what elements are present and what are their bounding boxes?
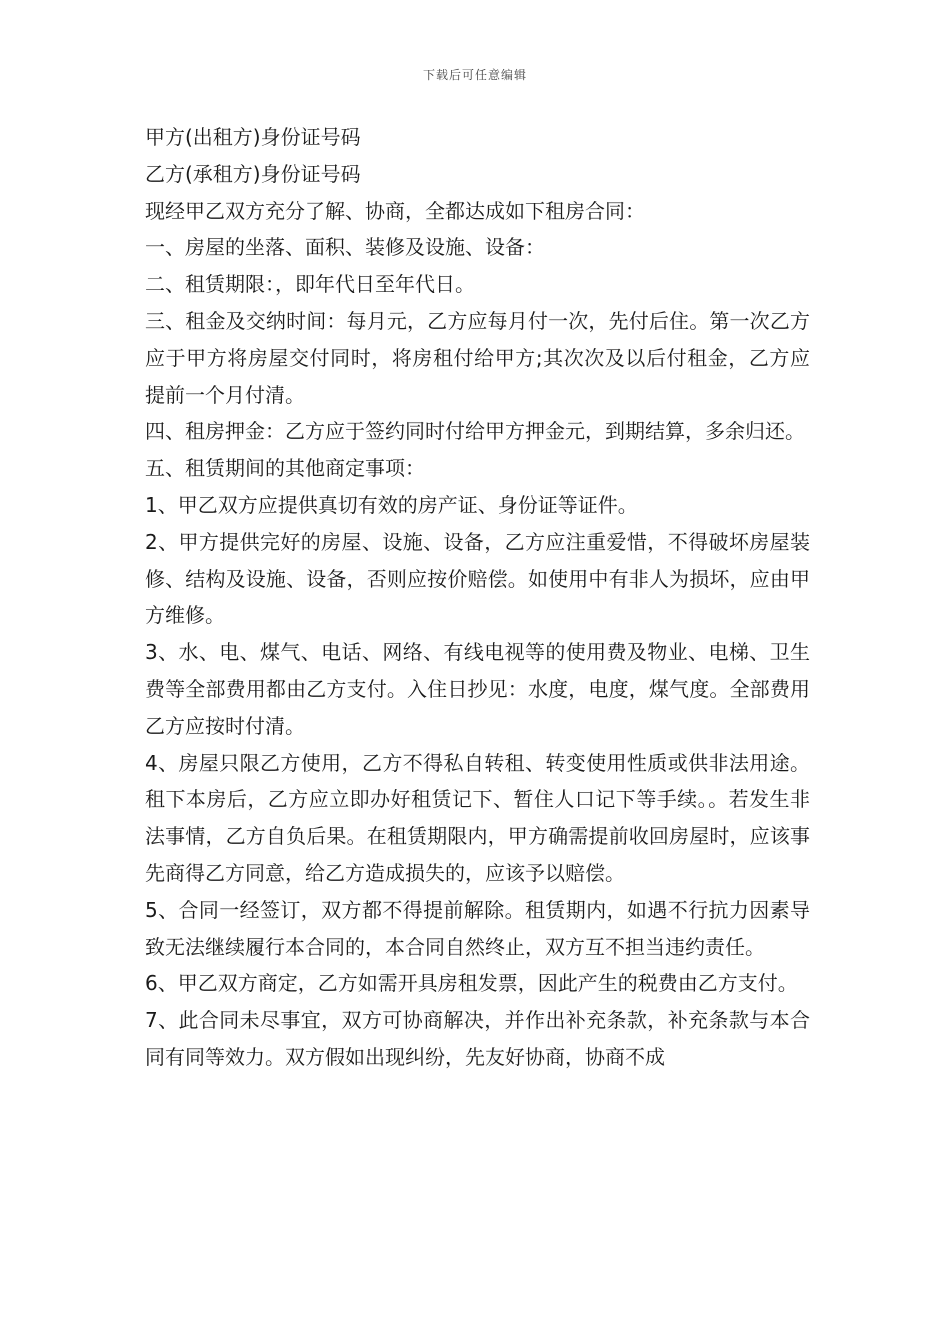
- sub-clause-5: 5、合同一经签订，双方都不得提前解除。租赁期内，如遇不行抗力因素导致无法继续履行本合同的，本合同自然终止，双方互不担当违约责任。: [145, 897, 810, 959]
- contract-body: [145, 119, 810, 1076]
- sub-clause-6: 6、甲乙双方商定，乙方如需开具房租发票，因此产生的税费由乙方支付。: [145, 971, 798, 996]
- sub-clause-2: 2、甲方提供完好的房屋、设施、设备，乙方应注重爱惜，不得破坏房屋装修、结构及设施、设备，否则应按价赔偿。如使用中有非人为损坏，应由甲方维修。: [145, 529, 810, 628]
- contract-intro: 现经甲乙双方充分了解、协商，全都达成如下租房合同：: [145, 198, 645, 223]
- tenant-id-line: 乙方(承租方)身份证号码: [145, 161, 361, 186]
- clause-4-deposit: 四、租房押金：乙方应于签约同时付给甲方押金元，到期结算，多余归还。: [145, 419, 805, 444]
- clause-5-other-terms: 五、租赁期间的其他商定事项：: [145, 456, 425, 481]
- sub-clause-1: 1、甲乙双方应提供真切有效的房产证、身份证等证件。: [145, 492, 638, 517]
- clause-3-rent: 三、租金及交纳时间：每月元，乙方应每月付一次，先付后住。第一次乙方应于甲方将房屋交付同时，将房租付给甲方;其次次及以后付租金，乙方应提前一个月付清。: [145, 308, 810, 407]
- page-header-note: 下载后可任意编辑: [422, 68, 527, 82]
- clause-2-term: 二、租赁期限：，即年代日至年代日。: [145, 272, 475, 297]
- sub-clause-7: 7、此合同未尽事宜，双方可协商解决，并作出补充条款，补充条款与本合同有同等效力。双方假如出现纠纷，先友好协商，协商不成: [145, 1008, 810, 1069]
- sub-clause-3: 3、水、电、煤气、电话、网络、有线电视等的使用费及物业、电梯、卫生费等全部费用都由乙方支付。入住日抄见：水度，电度，煤气度。全部费用乙方应按时付清。: [145, 640, 810, 738]
- sub-clause-4: 4、房屋只限乙方使用，乙方不得私自转租、转变使用性质或供非法用途。租下本房后，乙方应立即办好租赁记下、暂住人口记下等手续。。若发生非法事情，乙方自负后果。在租赁期限内，甲方确需提前收回房屋时，应该事先商得乙方同意，给乙方造成损失的，应该予以赔偿。: [145, 750, 810, 885]
- landlord-id-line: 甲方(出租方)身份证号码: [145, 125, 361, 149]
- clause-1-location: 一、房屋的坐落、面积、装修及设施、设备：: [145, 235, 545, 260]
